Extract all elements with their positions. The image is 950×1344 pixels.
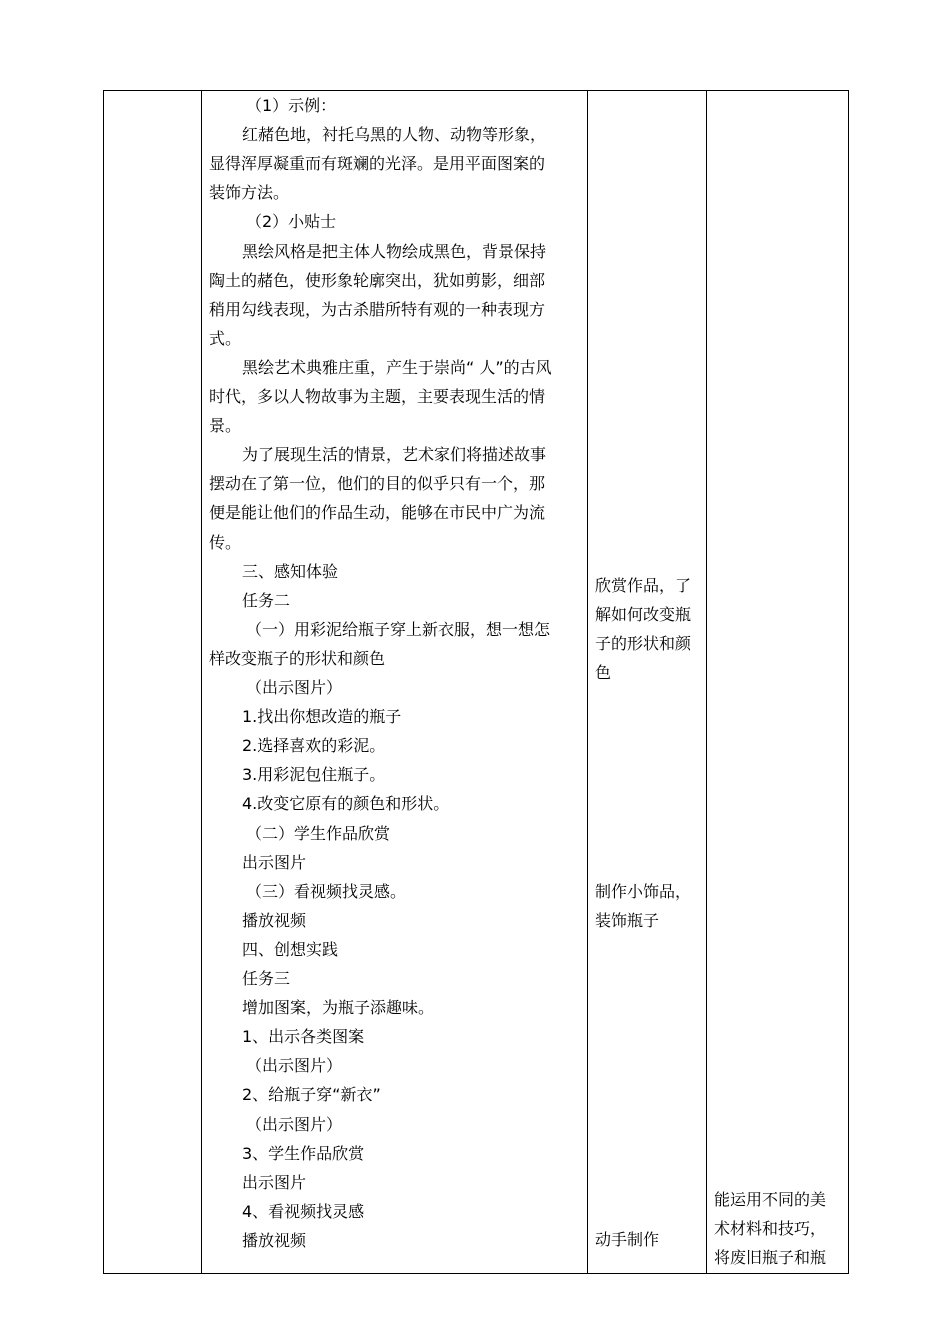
student-activity-cell [588,91,707,1274]
content-line: 黑绘风格是把主体人物绘成黑色，背景保持 [242,241,547,261]
content-line: 式。 [209,328,242,348]
section-column-cell [104,91,202,1274]
content-line: 4、看视频找灵感 [242,1201,365,1221]
content-line: （2）小贴士 [246,212,337,232]
content-line: 出示图片 [242,852,307,872]
intent-line: 能运用不同的美 [714,1190,827,1209]
content-line: 2、给瓶子穿“新衣” [242,1085,381,1105]
content-line: 任务二 [242,590,291,610]
content-line: 便是能让他们的作品生动，能够在市民中广为流 [209,503,546,523]
student-activity [588,91,706,1273]
content-line: 播放视频 [242,1230,307,1250]
content-line: 1、出示各类图案 [242,1027,365,1047]
activity-line: 装饰瓶子 [595,910,660,930]
activity-line: 子的形状和颜 [595,633,692,653]
content-line: （一）用彩泥给瓶子穿上新衣服，想一想怎 [246,619,551,639]
content-line: 3.用彩泥包住瓶子。 [242,765,386,785]
content-line: 播放视频 [242,910,307,930]
content-line: 景。 [209,416,242,436]
content-line: （1）示例： [246,96,337,115]
teaching-content-cell [202,91,588,1274]
content-line: 传。 [209,532,242,552]
lesson-plan-table [103,90,849,1274]
content-line: 出示图片 [242,1172,307,1192]
activity-line: 动手制作 [595,1229,660,1249]
content-line: 显得浑厚凝重而有斑斓的光泽。是用平面图案的 [209,154,546,174]
content-line: 三、感知体验 [242,561,339,581]
activity-line: 解如何改变瓶 [595,604,692,624]
content-line: 四、创想实践 [242,939,339,959]
content-line: 4.改变它原有的颜色和形状。 [242,794,450,814]
intent-line: 术材料和技巧， [714,1219,827,1239]
content-line: （出示图片） [246,1114,343,1134]
content-line: 装饰方法。 [209,183,290,203]
activity-line: 制作小饰品， [595,881,692,901]
content-line: 摆动在了第一位，他们的目的似乎只有一个，那 [209,474,546,494]
content-line: 3、学生作品欣赏 [242,1143,365,1163]
activity-line: 色 [595,662,612,682]
content-line: 红赭色地，衬托乌黑的人物、动物等形象， [242,125,547,145]
content-line: 2.选择喜欢的彩泥。 [242,736,386,756]
teaching-content [202,91,587,1273]
content-line: 样改变瓶子的形状和颜色 [209,648,386,668]
table-row [104,91,849,1274]
content-line: 时代，多以人物故事为主题，主要表现生活的情 [209,387,546,406]
content-line: 为了展现生活的情景，艺术家们将描述故事 [242,445,547,465]
content-line: （出示图片） [246,1056,343,1076]
content-line: 增加图案，为瓶子添趣味。 [242,998,435,1018]
content-line: 1.找出你想改造的瓶子 [242,707,402,727]
content-line: 黑绘艺术典雅庄重，产生于崇尚“ 人”的古风 [242,357,552,377]
content-line: （三）看视频找灵感。 [246,881,407,901]
content-line: （二）学生作品欣赏 [246,823,391,843]
content-line: 陶土的赭色，使形象轮廓突出，犹如剪影，细部 [209,270,546,290]
content-line: 稍用勾线表现，为古杀腊所特有观的一种表现方 [209,299,546,319]
content-line: （出示图片） [246,678,343,697]
content-line: 任务三 [242,969,291,988]
activity-line: 欣赏作品，了 [595,575,692,595]
design-intent [707,91,848,1273]
design-intent-cell [707,91,849,1274]
intent-line: 将废旧瓶子和瓶 [714,1248,827,1268]
